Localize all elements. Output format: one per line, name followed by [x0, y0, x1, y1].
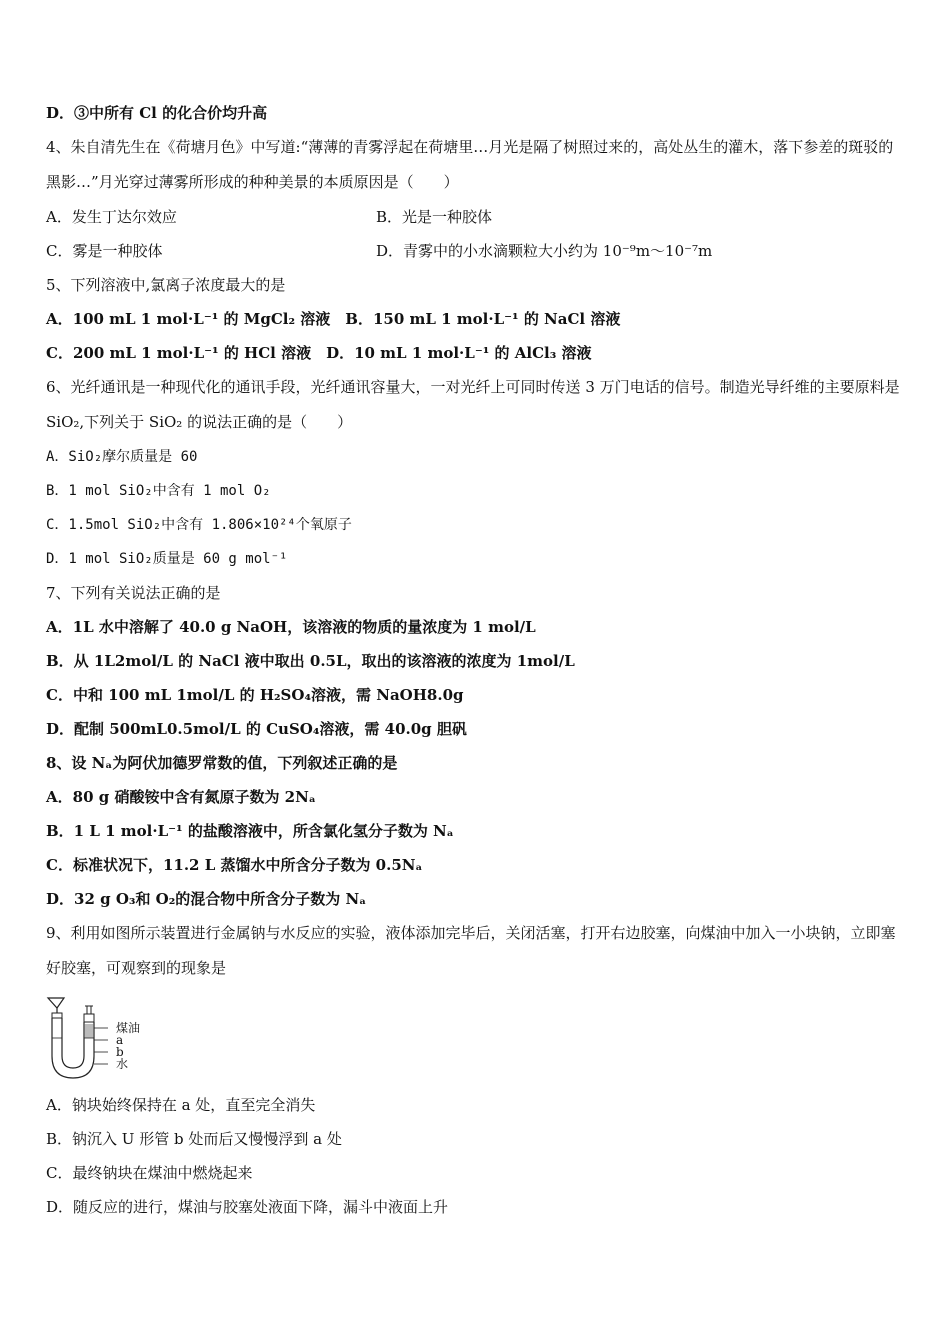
figure-label-a: a [116, 1033, 124, 1047]
q4-stem: 4、朱自清先生在《荷塘月色》中写道:“薄薄的青雾浮起在荷塘里…月光是隔了树照过来的，高处丛生的灌木，落下参差的斑驳的黑影…”月光穿过薄雾所形成的种种美景的本质原因是（ ） [46, 138, 894, 191]
q7-option-d[interactable]: D．配制 500mL0.5mol/L 的 CuSO₄溶液，需 40.0g 胆矾 [46, 720, 467, 738]
q4-option-b[interactable]: B．光是一种胶体 [376, 208, 493, 226]
u-tube-apparatus-figure [46, 992, 908, 1084]
q8-option-c[interactable]: C．标准状况下，11.2 L 蒸馏水中所含分子数为 0.5Nₐ [46, 856, 423, 874]
q6-option-d[interactable]: D．1 mol SiO₂质量是 60 g mol⁻¹ [46, 551, 288, 567]
q9-option-b[interactable]: B．钠沉入 U 形管 b 处而后又慢慢浮到 a 处 [46, 1130, 342, 1148]
q7-option-a[interactable]: A．1L 水中溶解了 40.0 g NaOH，该溶液的物质的量浓度为 1 mol/L [46, 618, 536, 636]
u-tube-diagram [46, 992, 166, 1084]
q9-option-c[interactable]: C．最终钠块在煤油中燃烧起来 [46, 1164, 253, 1182]
figure-label-kerosene: 煤油 [116, 1021, 141, 1035]
q5-stem: 5、下列溶液中,氯离子浓度最大的是 [46, 276, 286, 294]
q4-option-d[interactable]: D．青雾中的小水滴颗粒大小约为 10⁻⁹m～10⁻⁷m [376, 242, 713, 260]
figure-label-water: 水 [116, 1057, 129, 1071]
question-page [46, 96, 908, 1224]
q8-stem: 8、设 Nₐ为阿伏加德罗常数的值，下列叙述正确的是 [46, 754, 398, 772]
q9-option-a[interactable]: A．钠块始终保持在 a 处，直至完全消失 [46, 1096, 316, 1114]
q6-stem: 6、光纤通讯是一种现代化的通讯手段，光纤通讯容量大，一对光纤上可同时传送 3 万门电话的信号。制造光导纤维的主要原料是 SiO₂,下列关于 SiO₂ 的说法正确的是（ ） [46, 378, 900, 431]
q5-options-ab[interactable]: A．100 mL 1 mol·L⁻¹ 的 MgCl₂ 溶液 B．150 mL 1 mol·L⁻¹ 的 NaCl 溶液 [46, 310, 621, 328]
q9-stem: 9、利用如图所示装置进行金属钠与水反应的实验，液体添加完毕后，关闭活塞，打开右边胶塞，向煤油中加入一小块钠，立即塞好胶塞，可观察到的现象是 [46, 924, 896, 977]
q7-option-c[interactable]: C．中和 100 mL 1mol/L 的 H₂SO₄溶液，需 NaOH8.0g [46, 686, 464, 704]
q5-options-cd[interactable]: C．200 mL 1 mol·L⁻¹ 的 HCl 溶液 D．10 mL 1 mol·L⁻¹ 的 AlCl₃ 溶液 [46, 344, 592, 362]
q8-option-d[interactable]: D．32 g O₃和 O₂的混合物中所含分子数为 Nₐ [46, 890, 367, 908]
q6-option-c[interactable]: C．1.5mol SiO₂中含有 1.806×10²⁴个氧原子 [46, 517, 352, 533]
q6-option-b[interactable]: B．1 mol SiO₂中含有 1 mol O₂ [46, 483, 271, 499]
q9-option-d[interactable]: D．随反应的进行，煤油与胶塞处液面下降，漏斗中液面上升 [46, 1198, 449, 1216]
q4-options-ab [46, 200, 908, 234]
figure-label-b: b [116, 1045, 124, 1059]
q4-options-cd [46, 234, 908, 268]
q3-option-d: D．③中所有 Cl 的化合价均升高 [46, 104, 268, 122]
q4-option-c[interactable]: C．雾是一种胶体 [46, 242, 163, 260]
q8-option-a[interactable]: A．80 g 硝酸铵中含有氮原子数为 2Nₐ [46, 788, 316, 806]
q4-option-a[interactable]: A．发生丁达尔效应 [46, 208, 177, 226]
q6-option-a[interactable]: A．SiO₂摩尔质量是 60 [46, 449, 198, 465]
q7-stem: 7、下列有关说法正确的是 [46, 584, 221, 602]
q7-option-b[interactable]: B．从 1L2mol/L 的 NaCl 液中取出 0.5L，取出的该溶液的浓度为 1mol/L [46, 652, 575, 670]
q8-option-b[interactable]: B．1 L 1 mol·L⁻¹ 的盐酸溶液中，所含氯化氢分子数为 Nₐ [46, 822, 454, 840]
